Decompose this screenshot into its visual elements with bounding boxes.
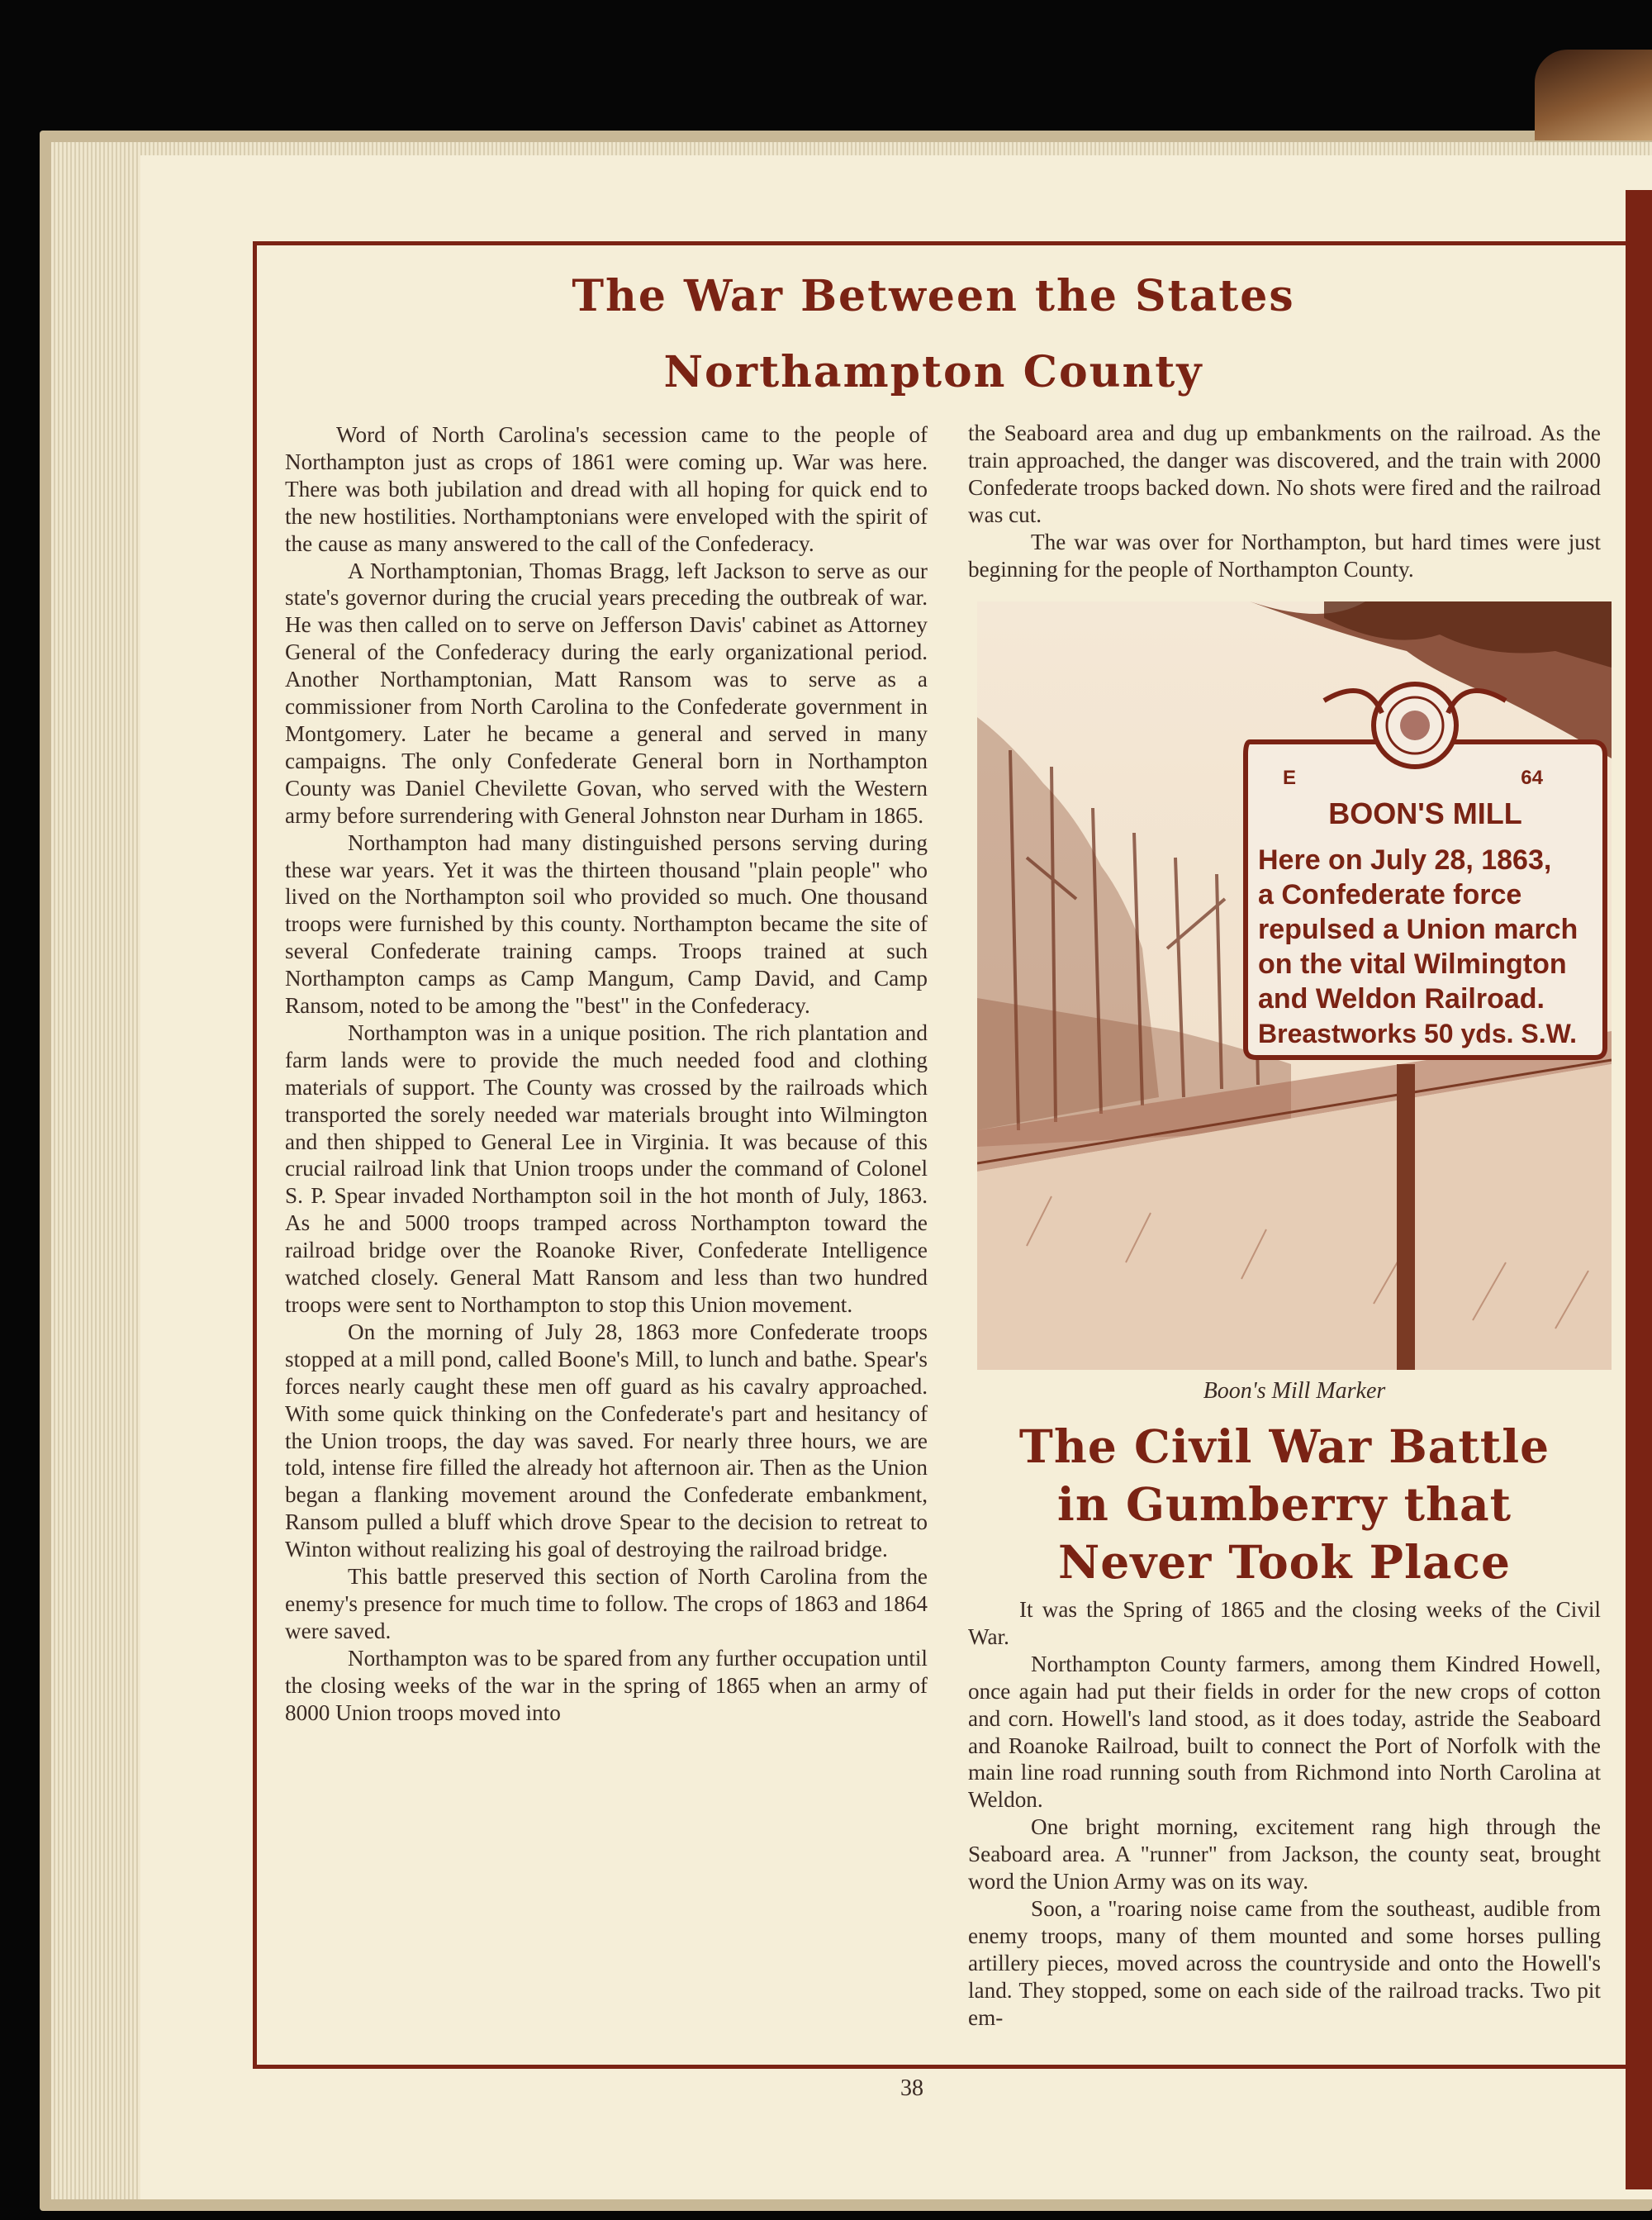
marker-line: Here on July 28, 1863, [1258,844,1552,876]
page-title: The War Between the States [572,271,1295,321]
title-line: in Gumberry that [1056,1477,1512,1531]
paragraph: the Seaboard area and dug up embankments on the railroad. As the train approached, the danger was discovered, and the train with 2000 Confederate troops backed down. No shots were fired and the railroad was cut. [968,421,1601,527]
marker-code: E [1283,767,1297,789]
marker-line: a Confederate force [1258,879,1522,910]
marker-line: on the vital Wilmington [1258,948,1567,980]
paragraph: Soon, a "roaring noise came from the southeast, audible from enemy troops, many of them mounted and some horses pulling artillery pieces, moved across the countryside and onto the Howell's land. They stopped, some on each side of the railroad tracks. Two pit em- [968,1895,1601,2030]
marker-sign-text [1250,767,1601,1051]
second-article-body [968,1596,1601,2032]
marker-line: repulsed a Union march [1258,914,1578,945]
marker-line: and Weldon Railroad. [1258,983,1545,1015]
paragraph: One bright morning, excitement rang high through the Seaboard area. A "runner" from Jackson, the county seat, brought word the Union Army was on its way. [968,1814,1601,1894]
paragraph: Northampton County farmers, among them Kindred Howell, once again had put their fields in order for the new crops of cotton and corn. Howell's land stood, as it does today, astride the Seaboard and Roanoke Railroad, built to connect the Port of Norfolk with the main line road running south from Richmond into North Carolina at Weldon. [968,1651,1601,1813]
boons-mill-marker-photo [977,601,1612,1370]
paragraph: The war was over for Northampton, but hard times were just beginning for the people of Northampton County. [968,529,1601,582]
paragraph: Northampton was in a unique position. The rich plantation and farm lands were to provide the much needed food and clothing materials of support. The County was crossed by the railroads which transported the sorely needed war materials brought into Wilmington and then shipped to General Lee in Virginia. It was because of this crucial railroad link that Union troops under the command of Colonel S. P. Spear invaded Northampton soil in the hot month of July, 1863. As he and 5000 troops tramped across Northampton toward the railroad bridge over the Roanoke River, Confederate Intelligence watched closely. General Matt Ransom and less than two hundred troops were sent to Northampton to stop this Union movement. [285,1020,928,1317]
paragraph: On the morning of July 28, 1863 more Confederate troops stopped at a mill pond, called Boone's Mill, to lunch and bathe. Spear's forces nearly caught these men off guard as his cavalry approached. With some quick thinking on the Confederate's part and hesitancy of the Union troops, the day was saved. For nearly three hours, we are told, intense fire filled the already hot afternoon air. Then as the Union began a flanking movement around the Confederate embankment, Ransom pulled a bluff which drove Spear to the decision to retreat to Winton without realizing his goal of destroying the railroad bridge. [285,1319,928,1562]
page-subtitle: Northampton County [663,347,1203,397]
marker-name: BOON'S MILL [1328,796,1522,830]
title-line: Never Took Place [1058,1535,1511,1589]
paragraph: Word of North Carolina's secession came to the people of Northampton just as crops of 1861 were coming up. War was here. There was both jubilation and dread with all hoping for quick end to the new hostilities. Northamptonians were enveloped with the spirit of the cause as many answered to the call of the Confederacy. [285,422,928,556]
marker-line: Breastworks 50 yds. S.W. [1258,1019,1577,1048]
right-column-top [968,420,1601,582]
paragraph: Northampton had many distinguished persons serving during these war years. Yet it was the thirteen thousand "plain people" who lived on the Northampton soil who provided so much. One thousand troops were furnished by this county. Northampton became the site of several Confederate training camps. Troops trained at such Northampton camps as Camp Mangum, Camp David, and Camp Ransom, noted to be among the "best" in the Confederacy. [285,830,928,1019]
photo-caption: Boon's Mill Marker [1203,1378,1386,1404]
marker-number: 64 [1521,767,1543,789]
bookmark-ribbon [1535,50,1652,140]
title-line: The Civil War Battle [1018,1419,1550,1473]
left-column [285,421,928,1727]
page-number: 38 [900,2075,923,2101]
paragraph: A Northamptonian, Thomas Bragg, left Jackson to serve as our state's governor during the crucial years preceding the outbreak of war. He was then called on to serve on Jefferson Davis' cabinet as Attorney General of the Confederacy during the early organizational period. Another Northamptonian, Matt Ransom was to serve as a commissioner from North Carolina to the Confederate government in Montgomery. Later he became a general and served in many campaigns. The only Confederate General born in Northampton County was Daniel Chevilette Govan, who served with the Western army before surrendering with General Johnston near Durham in 1865. [285,558,928,828]
paragraph: Northampton was to be spared from any further occupation until the closing weeks of the war in the spring of 1865 when an army of 8000 Union troops moved into [285,1645,928,1725]
paragraph: This battle preserved this section of North Carolina from the enemy's presence for much time to follow. The crops of 1863 and 1864 were saved. [285,1564,928,1643]
second-article-title [968,1418,1601,1591]
paragraph: It was the Spring of 1865 and the closing weeks of the Civil War. [968,1597,1601,1649]
